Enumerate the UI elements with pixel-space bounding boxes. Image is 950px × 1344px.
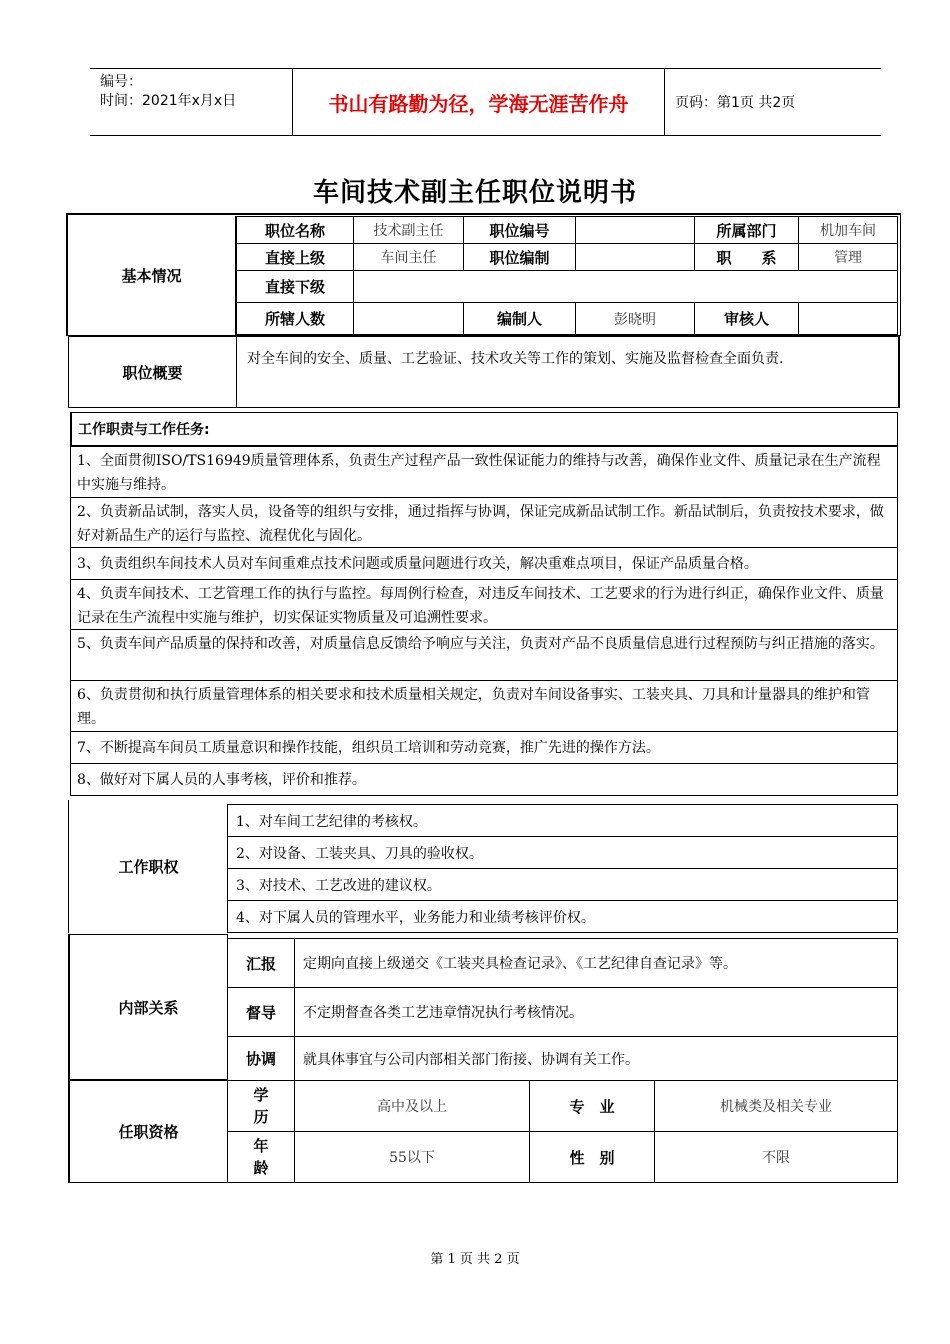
relation-text-coordinate: 就具体事宜与公司内部相关部门衔接、协调有关工作。 (294, 1036, 898, 1081)
relation-type-report: 汇报 (227, 938, 295, 988)
staffing-value (575, 243, 695, 271)
authority-item: 1、对车间工艺纪律的考核权。 (227, 804, 898, 837)
authority-item: 2、对设备、工装夹具、刀具的验收权。 (227, 836, 898, 869)
education-label-char: 学 (253, 1086, 269, 1104)
duty-item: 1、全面贯彻ISO/TS16949质量管理体系，负责生产过程产品一致性保证能力的维持与改善，确保作业文件、质量记录在生产流程中实施与维持。 (70, 446, 898, 498)
doc-number-label: 编号： (100, 74, 142, 90)
gender-value: 不限 (654, 1131, 898, 1183)
relation-type-coordinate: 协调 (227, 1036, 295, 1081)
header-motto: 书山有路勤为径，学海无涯苦作舟 (293, 69, 665, 135)
managed-count-label: 所辖人数 (236, 302, 354, 335)
staffing-label: 职位编制 (463, 243, 576, 271)
subordinate-value (353, 270, 898, 303)
age-label-char: 年 (253, 1137, 269, 1155)
relation-text-supervise: 不定期督查各类工艺违章情况执行考核情况。 (294, 987, 898, 1037)
major-label: 专 业 (529, 1080, 655, 1132)
qualification-label: 任职资格 (68, 1080, 228, 1183)
job-family-label: 职 系 (694, 243, 799, 271)
managed-count-value (353, 302, 464, 335)
duty-item: 7、不断提高车间员工质量意识和操作技能，组织员工培训和劳动竞赛，推广先进的操作方法。 (70, 731, 898, 764)
duty-item: 8、做好对下属人员的人事考核，评价和推荐。 (70, 763, 898, 796)
job-family-value: 管理 (798, 243, 898, 271)
age-label-char: 龄 (253, 1159, 269, 1177)
duties-heading: 工作职责与工作任务: (70, 412, 898, 446)
education-label-char: 历 (253, 1108, 269, 1126)
doc-time-label: 时间：2021年x月x日 (100, 93, 237, 109)
relation-type-supervise: 督导 (227, 987, 295, 1037)
subordinate-label: 直接下级 (236, 270, 354, 303)
page-title: 车间技术副主任职位说明书 (312, 178, 637, 208)
basic-info-label: 基本情况 (68, 216, 236, 335)
duty-item: 3、负责组织车间技术人员对车间重难点技术问题或质量问题进行攻关，解决重难点项目，保证产品质量合格。 (70, 547, 898, 580)
education-label (227, 1080, 295, 1132)
relations-label: 内部关系 (68, 934, 228, 1080)
major-value: 机械类及相关专业 (654, 1080, 898, 1132)
superior-label: 直接上级 (236, 243, 354, 271)
position-name-value: 技术副主任 (353, 216, 464, 244)
department-label: 所属部门 (694, 216, 799, 244)
education-value: 高中及以上 (294, 1080, 530, 1132)
page-header (90, 68, 881, 136)
relation-text-report: 定期向直接上级递交《工装夹具检查记录》、《工艺纪律自查记录》等。 (294, 938, 898, 988)
duty-item: 6、负责贯彻和执行质量管理体系的相关要求和技术质量相关规定，负责对车间设备事实、工装夹具、刀具和计量器具的维护和管理。 (70, 680, 898, 732)
position-code-label: 职位编号 (463, 216, 576, 244)
department-value: 机加车间 (798, 216, 898, 244)
duty-item: 5、负责车间产品质量的保持和改善，对质量信息反馈给予响应与关注，负责对产品不良质量信息进行过程预防与纠正措施的落实。 (70, 629, 898, 681)
header-meta (90, 69, 293, 135)
superior-value: 车间主任 (353, 243, 464, 271)
authority-item: 3、对技术、工艺改进的建议权。 (227, 868, 898, 901)
age-label (227, 1131, 295, 1183)
author-label: 编制人 (463, 302, 576, 335)
gender-label: 性 别 (529, 1131, 655, 1183)
authority-label: 工作职权 (68, 800, 228, 933)
author-value: 彭晓明 (575, 302, 695, 335)
position-name-label: 职位名称 (236, 216, 354, 244)
summary-label: 职位概要 (68, 336, 237, 408)
age-value: 55以下 (294, 1131, 530, 1183)
header-page-info: 页码：第1页 共2页 (675, 95, 796, 111)
page-footer: 第 1 页 共 2 页 (430, 1252, 520, 1267)
duty-item: 4、负责车间技术、工艺管理工作的执行与监控。每周例行检查，对违反车间技术、工艺要求的行为进行纠正，确保作业文件、质量记录在生产流程中实施与维护，切实保证实物质量及可追溯性要求。 (70, 579, 898, 630)
authority-item: 4、对下属人员的管理水平，业务能力和业绩考核评价权。 (227, 900, 898, 933)
duty-item: 2、负责新品试制，落实人员，设备等的组织与安排，通过指挥与协调，保证完成新品试制工作。新品试制后，负责按技术要求，做好对新品生产的运行与监控、流程优化与固化。 (70, 497, 898, 548)
summary-text: 对全车间的安全、质量、工艺验证、技术攻关等工作的策划、实施及监督检查全面负责. (236, 336, 900, 408)
position-code-value (575, 216, 695, 244)
reviewer-value (798, 302, 898, 335)
reviewer-label: 审核人 (694, 302, 799, 335)
